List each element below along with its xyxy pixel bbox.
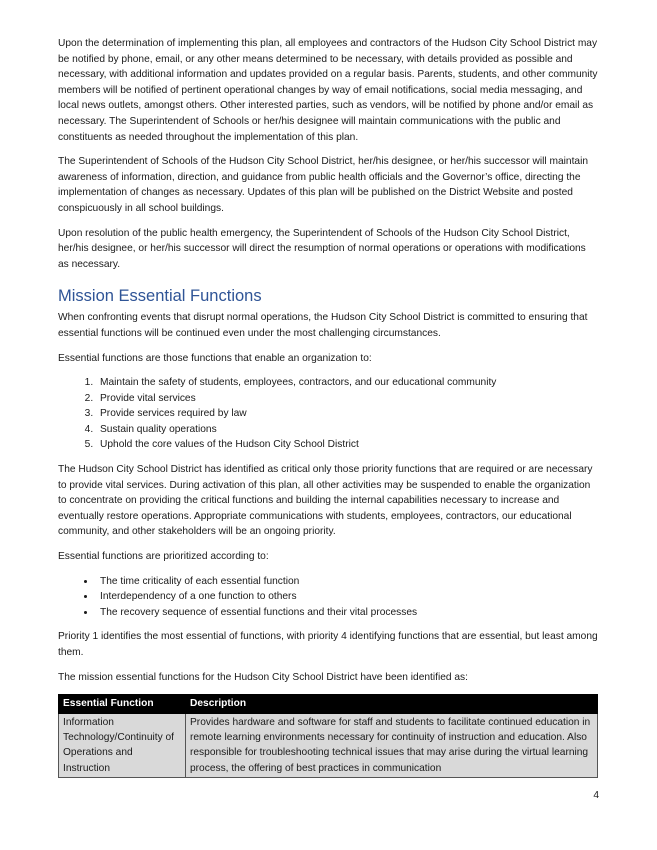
column-header-description: Description: [186, 695, 598, 713]
list-item: • The time criticality of each essential function: [96, 574, 599, 590]
priority-paragraph: The Hudson City School District has identified as critical only those priority functions that are required or are necessary to provide vital services. During activation of this plan, all other activities may be suspended to enable the organization to concentrate on providing the critical functions and building the internal capabilities necessary to increase and eventually restore operations. Appropriate communications with students, employees, contractors, our educational community, and other stakeholders will be an ongoing priority.: [58, 464, 593, 538]
table-row: [59, 713, 598, 778]
list-item: 2. Provide vital services: [96, 391, 599, 407]
priority-note: Priority 1 identifies the most essential of functions, with priority 4 identifying functions that are essential, but least among them.: [58, 631, 598, 658]
section-intro: When confronting events that disrupt normal operations, the Hudson City School District is committed to ensuring that essential functions will be continued even under the most challenging circumstances.: [58, 312, 588, 339]
list-item: 4. Sustain quality operations: [96, 422, 599, 438]
prioritized-list: [58, 574, 599, 621]
prioritized-intro: Essential functions are prioritized according to:: [58, 551, 269, 563]
intro-paragraph-2: The Superintendent of Schools of the Hudson City School District, her/his designee, or her/his successor will maintain awareness of information, direction, and guidance from public health officials and the Governor’s office, directing the implementation of changes as necessary. Updates of this plan will be published on the District Website and posted conspicuously in all school buildings.: [58, 156, 589, 214]
list-item: 1. Maintain the safety of students, employees, contractors, and our educational community: [96, 375, 599, 391]
page-number: 4: [593, 790, 599, 801]
table-cell-description: Provides hardware and software for staff and students to facilitate continued education in remote learning environments necessary for continuity of instruction and education. Also responsible for troubleshooting technical issues that may arise during the virtual learning process, the offering of best practices in communication: [186, 713, 598, 778]
list-item: • Interdependency of a one function to others: [96, 589, 599, 605]
list-item: 3. Provide services required by law: [96, 406, 599, 422]
section-heading: Mission Essential Functions: [58, 287, 262, 306]
essential-functions-table: [58, 694, 598, 778]
table-intro: The mission essential functions for the Hudson City School District have been identified as:: [58, 671, 468, 683]
functions-list: [58, 375, 599, 453]
functions-intro: Essential functions are those functions that enable an organization to:: [58, 352, 372, 364]
table-header-row: [59, 695, 598, 713]
table-cell-function: Information Technology/Continuity of Operations and Instruction: [59, 713, 186, 778]
intro-paragraph-3: Upon resolution of the public health emergency, the Superintendent of Schools of the Hudson City School District, her/his designee, or her/his successor will direct the resumption of normal operations or operations with modifications as necessary.: [58, 227, 586, 270]
column-header-function: Essential Function: [59, 695, 186, 713]
list-item: • The recovery sequence of essential functions and their vital processes: [96, 605, 599, 621]
intro-paragraph-1: Upon the determination of implementing this plan, all employees and contractors of the Hudson City School District may be notified by phone, email, or any other means determined to be necessary, with details provided as possible and necessary, with additional information and updates provided on a regular basis. Parents, students, and other community members will be notified of pertinent operational changes by way of email notifications, social media messaging, and local news outlets, amongst others. Other interested parties, such as vendors, will be notified by phone and/or email as necessary. The Superintendent of Schools or her/his designee will maintain communications with the public and constituents as needed throughout the implementation of this plan.: [58, 38, 598, 143]
list-item: 5. Uphold the core values of the Hudson City School District: [96, 437, 599, 453]
